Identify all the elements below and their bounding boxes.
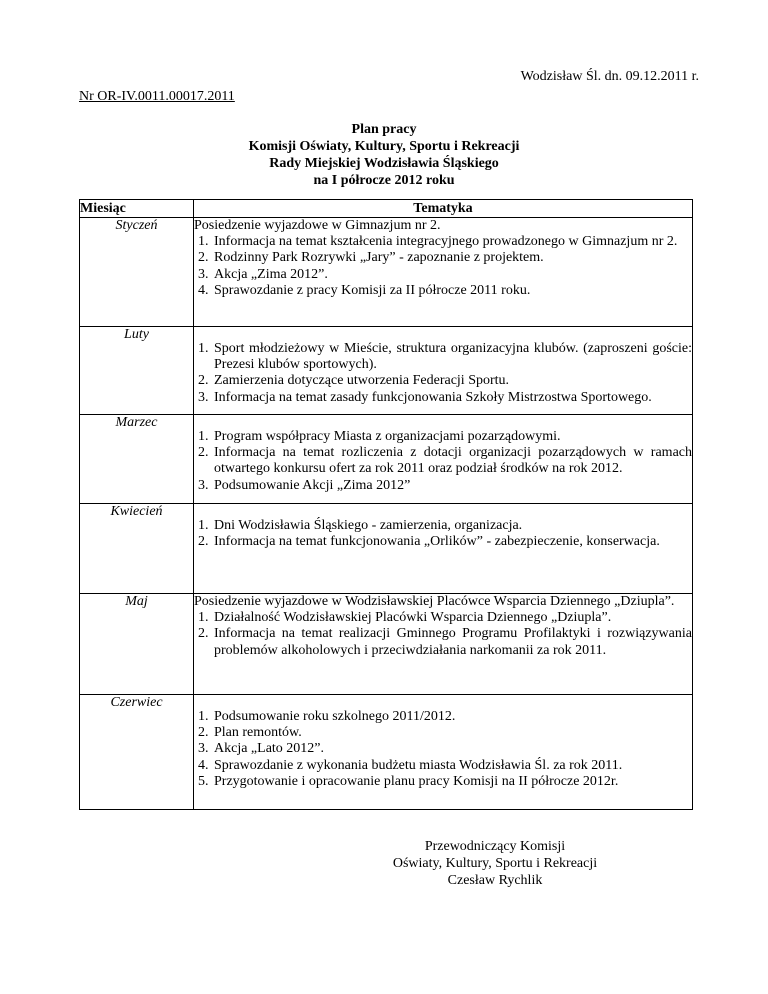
month-cell: Maj: [80, 594, 194, 695]
list-item: 2. Plan remontów.: [212, 725, 692, 741]
topic-intro: Posiedzenie wyjazdowe w Wodzisławskiej Placówce Wsparcia Dziennego „Dziupla”.: [194, 594, 675, 609]
topic-cell: [194, 415, 693, 504]
list-item: 4. Sprawozdanie z wykonania budżetu miasta Wodzisławia Śl. za rok 2011.: [212, 758, 692, 774]
signature-title: Przewodniczący Komisji: [424, 839, 566, 854]
list-item: 5. Przygotowanie i opracowanie planu pracy Komisji na II półrocze 2012r.: [212, 774, 692, 790]
column-header-month: Miesiąc: [80, 200, 194, 218]
table-header-row: [80, 200, 693, 218]
topic-list: [194, 610, 692, 659]
topic-cell: [194, 504, 693, 594]
title-line-4: na I półrocze 2012 roku: [313, 173, 455, 188]
table-row: [80, 218, 693, 327]
signature-block: [355, 838, 635, 889]
topic-list: [194, 709, 692, 790]
title-line-2: Komisji Oświaty, Kultury, Sportu i Rekreacji: [248, 139, 520, 154]
month-cell: Styczeń: [80, 218, 194, 327]
topic-intro: Posiedzenie wyjazdowe w Gimnazjum nr 2.: [194, 218, 441, 233]
list-item: 1. Działalność Wodzisławskiej Placówki Wsparcia Dziennego „Dziupla”.: [212, 610, 692, 626]
list-item: 2. Informacja na temat realizacji Gminnego Programu Profilaktyki i rozwiązywania problemów alkoholowych i przeciwdziałania narkomanii za rok 2011.: [212, 626, 692, 658]
table-row: [80, 504, 693, 594]
list-item: 3. Podsumowanie Akcji „Zima 2012”: [212, 478, 692, 494]
list-item: 3. Akcja „Zima 2012”.: [212, 267, 692, 283]
signature-name: Czesław Rychlik: [447, 873, 543, 888]
topic-list: [194, 341, 692, 406]
title-line-1: Plan pracy: [351, 122, 417, 137]
list-item: 2. Informacja na temat funkcjonowania „Orlików” - zabezpieczenie, konserwacja.: [212, 534, 692, 550]
table-row: [80, 594, 693, 695]
list-item: 3. Informacja na temat zasady funkcjonowania Szkoły Mistrzostwa Sportowego.: [212, 390, 692, 406]
list-item: 1. Podsumowanie roku szkolnego 2011/2012.: [212, 709, 692, 725]
topic-list: [194, 234, 692, 299]
table-body: [80, 218, 693, 810]
list-item: 1. Informacja na temat kształcenia integracyjnego prowadzonego w Gimnazjum nr 2.: [212, 234, 692, 250]
list-item: 1. Sport młodzieżowy w Mieście, struktura organizacyjna klubów. (zaproszeni goście: Prezesi klubów sportowych).: [212, 341, 692, 373]
table-row: [80, 695, 693, 810]
list-item: 2. Informacja na temat rozliczenia z dotacji organizacji pozarządowych w ramach otwartego konkursu ofert za rok 2011 oraz podział środków na rok 2012.: [212, 445, 692, 477]
title-line-3: Rady Miejskiej Wodzisławia Śląskiego: [269, 156, 499, 171]
list-item: 3. Akcja „Lato 2012”.: [212, 741, 692, 757]
document-title: [0, 121, 768, 189]
month-cell: Luty: [80, 327, 194, 415]
document-date: Wodzisław Śl. dn. 09.12.2011 r.: [520, 69, 699, 84]
list-item: 1. Dni Wodzisławia Śląskiego - zamierzenia, organizacja.: [212, 518, 692, 534]
list-item: 2. Rodzinny Park Rozrywki „Jary” - zapoznanie z projektem.: [212, 250, 692, 266]
work-plan-table: [79, 199, 693, 810]
list-item: 4. Sprawozdanie z pracy Komisji za II półrocze 2011 roku.: [212, 283, 692, 299]
reference-number: Nr OR-IV.0011.00017.2011: [79, 89, 235, 104]
list-item: 2. Zamierzenia dotyczące utworzenia Federacji Sportu.: [212, 373, 692, 389]
topic-cell: [194, 594, 693, 695]
topic-cell: [194, 695, 693, 810]
signature-committee: Oświaty, Kultury, Sportu i Rekreacji: [392, 856, 598, 871]
month-cell: Kwiecień: [80, 504, 194, 594]
list-item: 1. Program współpracy Miasta z organizacjami pozarządowymi.: [212, 429, 692, 445]
month-cell: Czerwiec: [80, 695, 194, 810]
topic-list: [194, 429, 692, 494]
column-header-topic: Tematyka: [194, 200, 693, 218]
topic-cell: [194, 327, 693, 415]
month-cell: Marzec: [80, 415, 194, 504]
table-row: [80, 327, 693, 415]
topic-list: [194, 518, 692, 550]
table-row: [80, 415, 693, 504]
topic-cell: [194, 218, 693, 327]
